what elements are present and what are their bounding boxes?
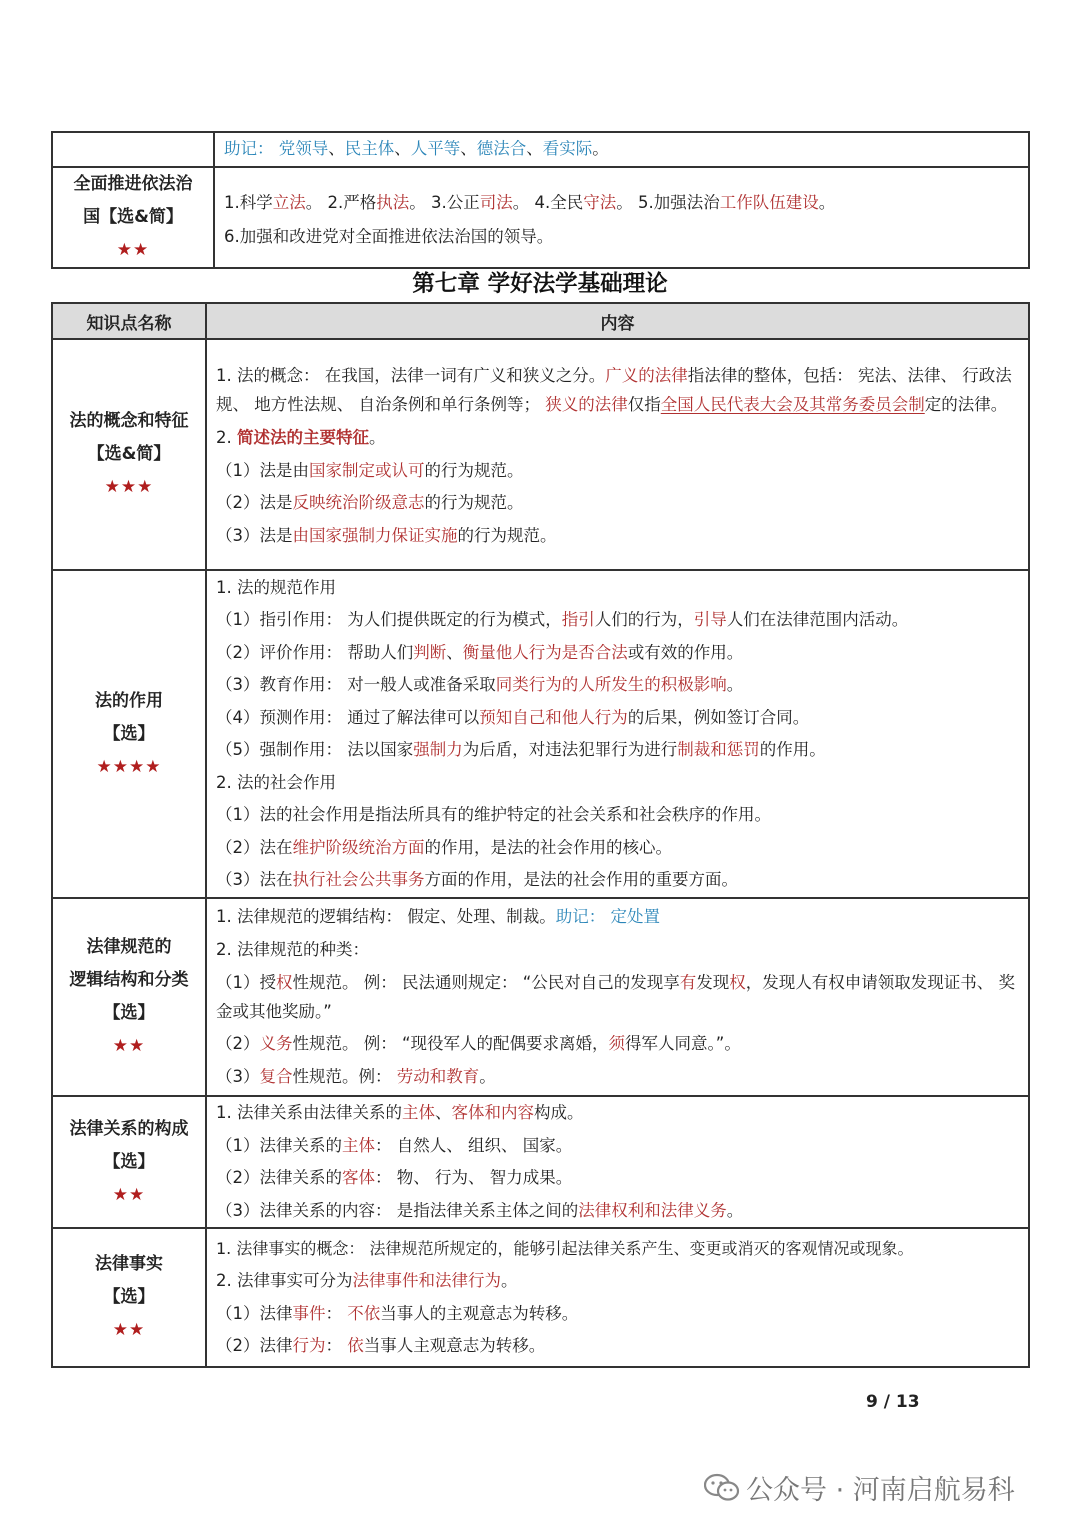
wechat-icon (704, 1473, 740, 1510)
column-header: 知识点名称 (52, 303, 206, 339)
content-line (216, 832, 1020, 865)
topic-title-line: 【选】 (103, 723, 155, 744)
text-segment: 。 2.严格 (305, 192, 377, 212)
text-segment: 、 (328, 139, 345, 159)
highlight-text: 助记： 定处置 (555, 907, 660, 926)
content-line (216, 422, 1020, 455)
text-segment: 。 (726, 1200, 744, 1220)
text-segment: 发现 (696, 973, 730, 992)
text-segment: 1. 法的规范作用 (216, 577, 336, 597)
text-segment: 。 (479, 1066, 496, 1086)
highlight-text: 国家制定或认可 (309, 460, 425, 480)
highlight-text: 行为 (292, 1336, 326, 1355)
text-segment: 1. 法的概念： 在我国，法律一词有广义和狭义之分。 (216, 366, 606, 385)
text-segment: 、 (394, 139, 411, 159)
text-segment: 1. 法律事实的概念： 法律规范所规定的，能够引起法律关系产生、变更或消灭的客观情况或现象。 (216, 1238, 914, 1258)
content-line (216, 520, 1020, 553)
topic-title-cell (52, 1096, 206, 1228)
highlight-text: 权 (276, 973, 293, 992)
highlight-text: 权 (729, 973, 746, 992)
text-segment: 2. 法的社会作用 (216, 772, 336, 792)
content-line (216, 1195, 1020, 1228)
text-segment: ： 物、 行为、 智力成果。 (375, 1168, 573, 1187)
content-line (216, 1330, 1020, 1363)
page-number: 9 / 13 (866, 1392, 920, 1412)
highlight-text: 广义的法律 (605, 366, 688, 385)
table-row (52, 570, 1029, 898)
text-segment: 2. (216, 428, 237, 447)
table-row (52, 339, 1029, 570)
highlight-text: 人平等 (410, 139, 461, 159)
table-row (52, 1096, 1029, 1228)
content-line (216, 901, 1020, 934)
highlight-text: 主体 (342, 1135, 375, 1155)
highlight-text: 由国家强制力保证实施 (292, 525, 458, 545)
content-line (216, 1162, 1020, 1195)
text-segment: 人们在法律范围内活动。 (726, 610, 909, 629)
text-segment: （2） (216, 1034, 260, 1053)
content-line (216, 604, 1020, 637)
highlight-text: 执法 (376, 192, 410, 212)
text-segment: 当事人主观意志为转移。 (363, 1336, 546, 1355)
highlight-text: 工作队伍建设 (719, 192, 819, 212)
star-rating: ★★ (112, 1184, 146, 1205)
content-line (216, 1061, 1020, 1094)
chapter-title: 第七章 学好法学基础理论 (412, 271, 668, 297)
text-segment: （2）评价作用： 帮助人们 (216, 642, 414, 662)
text-segment: 性规范。 例： 民法通则规定： “公民对自己的发现享 (292, 973, 680, 992)
text-segment: 人们的行为， (594, 610, 694, 629)
topic-content-cell (206, 1228, 1029, 1367)
topic-title-line: 【选&简】 (87, 444, 171, 464)
text-segment: 的作用，是法的社会作用的核心。 (424, 837, 672, 857)
text-segment: （1）法是由 (216, 460, 309, 480)
highlight-text: 狭义的法律 (545, 395, 628, 414)
text-segment: 2. 法律规范的种类： (216, 939, 369, 959)
highlight-text: 民主体 (344, 139, 395, 159)
text-segment: ： (325, 1336, 348, 1355)
text-segment: 。 (369, 428, 386, 447)
knowledge-table (51, 302, 1030, 1368)
highlight-text: 事件 (292, 1303, 326, 1323)
highlight-text: 简述法的主要特征 (237, 428, 369, 447)
content-line (216, 1233, 1020, 1266)
highlight-text: 客体和内容 (451, 1103, 534, 1122)
table-row (52, 898, 1029, 1096)
text-segment: （3）法律关系的内容： 是指法律关系主体之间的 (216, 1200, 579, 1220)
content-line (216, 1265, 1020, 1298)
topic-title-line: 【选】 (103, 1151, 155, 1172)
content-line (216, 487, 1020, 520)
topic-title-cell (52, 339, 206, 570)
star-rating: ★★ (112, 1036, 146, 1056)
content-paragraph (216, 357, 1020, 422)
text-segment: （4）预测作用： 通过了解法律可以 (216, 707, 480, 727)
highlight-text: 预知自己和他人行为 (479, 707, 628, 727)
text-segment: 。 (592, 139, 609, 159)
highlight-text: 法律事件和法律行为 (352, 1271, 501, 1290)
text-segment: 1. 法律规范的逻辑结构： 假定、处理、制裁。 (216, 907, 556, 926)
topic-content-cell (206, 570, 1029, 898)
text-segment: （1）授 (216, 973, 276, 992)
highlight-text: 执行社会公共事务 (292, 870, 425, 889)
highlight-text: 引导 (693, 610, 727, 629)
text-segment: 、 (526, 139, 543, 159)
watermark-text: 公众号 · 河南启航易科 (746, 1475, 1015, 1506)
text-segment: （2）法律 (216, 1336, 293, 1355)
text-segment: 性规范。例： (292, 1066, 397, 1086)
text-segment: 指法律的整体，包括： 宪法、法律、 行政法规、 地方性法规、 自治条例和单行条例等； (216, 366, 1012, 414)
highlight-text: 义务 (259, 1034, 293, 1053)
highlight-text: 反映统治阶级意志 (292, 493, 425, 512)
text-segment: （3）法在 (216, 870, 293, 889)
content-line (216, 572, 1020, 605)
text-segment: 的行为规范。 (424, 460, 524, 480)
text-segment: 1.科学 (224, 192, 273, 212)
text-segment: 、 (460, 139, 477, 159)
content-line (216, 1298, 1020, 1331)
text-segment: 。 3.公正 (409, 192, 480, 212)
content-line (224, 220, 1020, 254)
text-segment: 的行为规范。 (457, 525, 557, 545)
topic-title-cell (52, 1228, 206, 1367)
highlight-text: 须 (608, 1034, 626, 1053)
star-rating: ★★ (112, 1320, 146, 1340)
topic-title-line: 法的作用 (95, 690, 163, 711)
highlight-text: 同类行为的人所发生的积极影响 (495, 675, 727, 694)
topic-content-cell (206, 1096, 1029, 1228)
highlight-text: 主体 (402, 1103, 435, 1122)
highlight-text: 劳动和教育 (396, 1066, 480, 1086)
text-segment: ，发现人有权申请领取发现证书、 奖金或其他奖励。” (216, 973, 1016, 1021)
text-segment: 。 4.全民 (512, 192, 584, 212)
hint-line (224, 133, 1020, 166)
text-segment: 的作用。 (759, 740, 826, 759)
highlight-text: 助记： (224, 139, 279, 159)
highlight-text: 依 (347, 1336, 364, 1355)
text-segment: （1）法的社会作用是指法所具有的维护特定的社会关系和社会秩序的作用。 (216, 805, 771, 824)
topic-title-line: 法的概念和特征 (69, 411, 189, 431)
content-line (216, 1097, 1020, 1130)
highlight-text: 客体 (342, 1168, 375, 1187)
content-line (216, 864, 1020, 897)
highlight-text: 衡量他人行为是否合法 (462, 642, 628, 662)
highlight-text: 德法合 (476, 139, 527, 159)
hint-cell (214, 132, 1029, 167)
highlight-text: 党领导 (278, 139, 329, 159)
text-segment: 。 (726, 675, 744, 694)
topic-title-line: 逻辑结构和分类 (69, 970, 189, 990)
highlight-text: 守法 (583, 192, 617, 212)
highlight-text: 司法 (479, 192, 513, 212)
text-segment: 得军人同意。”。 (625, 1034, 741, 1053)
text-segment: （1）指引作用： 为人们提供既定的行为模式， (216, 610, 562, 629)
topic-title-line: 【选】 (103, 1287, 155, 1307)
highlight-text: 复合 (259, 1066, 293, 1086)
text-segment: 为后盾，对违法犯罪行为进行 (462, 740, 678, 759)
text-segment: （5）强制作用： 法以国家 (216, 740, 414, 759)
text-segment: 1. 法律关系由法律关系的 (216, 1103, 402, 1122)
content-line (216, 1028, 1020, 1061)
text-segment: 当事人的主观意志为转移。 (380, 1303, 579, 1323)
text-segment: ： 自然人、 组织、 国家。 (375, 1135, 573, 1155)
topic-title-line: 全面推进依法治 (73, 174, 193, 194)
text-segment: 。 (501, 1271, 518, 1290)
content-line (216, 1130, 1020, 1163)
text-segment: （2）法律关系的 (216, 1168, 342, 1187)
highlight-text: 指引 (561, 610, 595, 629)
content-line (216, 799, 1020, 832)
content-line (216, 455, 1020, 488)
watermark (704, 1468, 1015, 1510)
text-segment: （3）法是 (216, 525, 293, 545)
star-rating: ★★★ (104, 477, 154, 497)
highlight-text: 维护阶级统治方面 (292, 837, 425, 857)
content-line (224, 186, 1020, 220)
text-segment: 构成。 (534, 1103, 584, 1122)
text-segment: 方面的作用，是法的社会作用的重要方面。 (424, 870, 738, 889)
topic-title-cell (52, 570, 206, 898)
text-segment: 。 (818, 192, 836, 212)
content-line (216, 637, 1020, 670)
text-segment: （1）法律 (216, 1303, 293, 1323)
text-segment: 6.加强和改进党对全面推进依法治国的领导。 (224, 226, 554, 246)
topic-title-line: 法律关系的构成 (69, 1118, 189, 1139)
highlight-text: 强制力 (413, 740, 463, 759)
text-segment: 仅指 (627, 395, 661, 414)
content-line (216, 669, 1020, 702)
content-paragraph (216, 966, 1020, 1028)
text-segment: ： (325, 1303, 348, 1323)
highlight-text: 全国人民代表大会及其常务委员会制 (660, 395, 925, 414)
topic-content-cell (214, 167, 1029, 268)
top-table (51, 131, 1030, 269)
highlight-text: 法律权利和法律义务 (578, 1200, 727, 1220)
text-segment: 、 (435, 1103, 452, 1122)
text-segment: （3） (216, 1066, 260, 1086)
topic-title-line: 法律规范的 (86, 937, 172, 957)
highlight-text: 不依 (347, 1303, 381, 1323)
text-segment: 、 (446, 642, 463, 662)
topic-content-cell (206, 898, 1029, 1096)
text-segment: 性规范。 例： “现役军人的配偶要求离婚， (292, 1034, 609, 1053)
column-header: 内容 (206, 303, 1029, 339)
text-segment: （2）法是 (216, 493, 293, 512)
empty-key-cell (52, 132, 214, 167)
topic-title-cell (52, 898, 206, 1096)
content-line (216, 734, 1020, 767)
text-segment: 的行为规范。 (424, 493, 524, 512)
star-rating: ★★★★ (96, 756, 162, 777)
table-row (52, 1228, 1029, 1367)
highlight-text: 立法 (272, 192, 306, 212)
star-rating: ★★ (116, 240, 150, 260)
text-segment: （1）法律关系的 (216, 1135, 342, 1155)
text-segment: 定的法律。 (924, 395, 1008, 414)
table-header-row (52, 303, 1029, 339)
topic-title-line: 国【选&简】 (83, 207, 183, 227)
highlight-text: 制裁和惩罚 (677, 740, 760, 759)
content-line (216, 702, 1020, 735)
topic-title-line: 法律事实 (95, 1254, 163, 1274)
text-segment: 的后果，例如签订合同。 (627, 707, 810, 727)
text-segment: （2）法在 (216, 837, 293, 857)
topic-title-line: 【选】 (103, 1003, 155, 1023)
highlight-text: 有 (679, 973, 697, 992)
highlight-text: 看实际 (542, 139, 593, 159)
text-segment: 。 5.加强法治 (616, 192, 720, 212)
text-segment: 或有效的作用。 (627, 642, 744, 662)
content-line (216, 934, 1020, 967)
content-line (216, 767, 1020, 800)
topic-title-cell (52, 167, 214, 268)
text-segment: （3）教育作用： 对一般人或准备采取 (216, 675, 496, 694)
topic-content-cell (206, 339, 1029, 570)
text-segment: 2. 法律事实可分为 (216, 1271, 353, 1290)
highlight-text: 判断 (413, 642, 447, 662)
